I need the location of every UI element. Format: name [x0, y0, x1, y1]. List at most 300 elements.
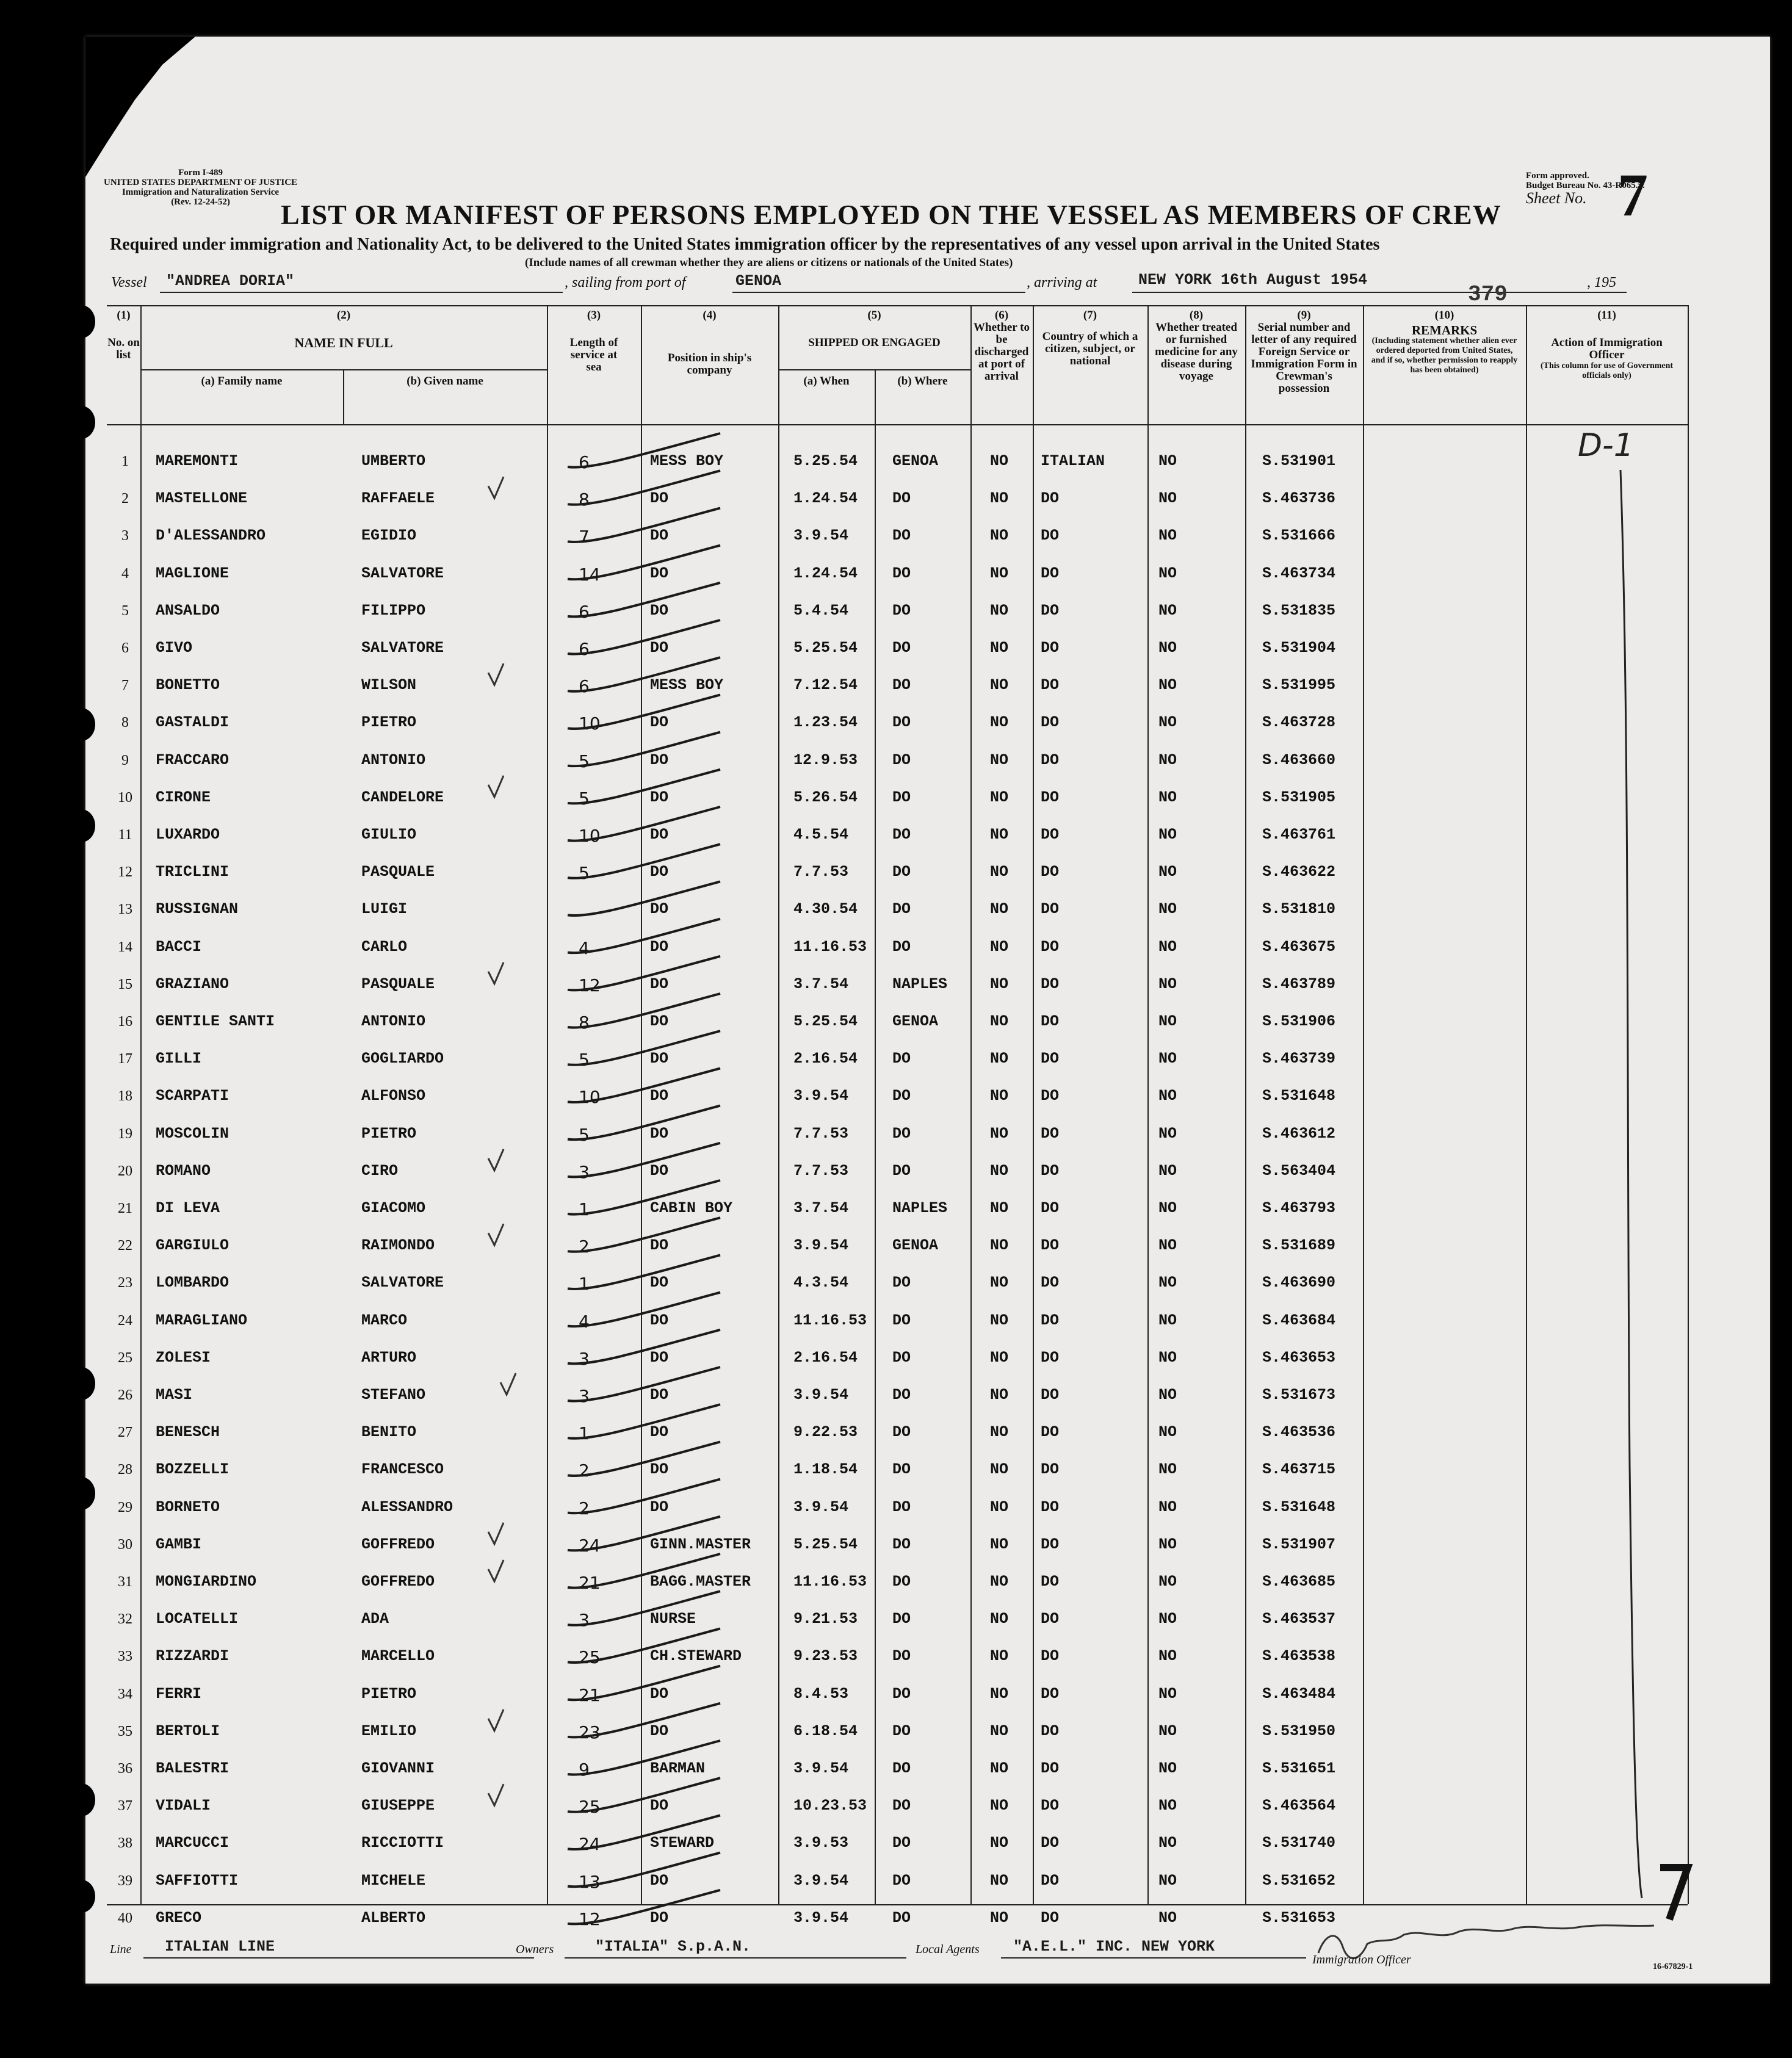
- checkmark-stroke: [568, 1031, 720, 1068]
- serial-number: S.531652: [1262, 1871, 1336, 1890]
- medical: NO: [1158, 1237, 1177, 1255]
- nationality: DO: [1041, 751, 1060, 769]
- shipped-when: 7.7.53: [793, 863, 849, 881]
- serial-number: S.531835: [1262, 601, 1336, 619]
- shipped-where: DO: [892, 1573, 911, 1590]
- row-number: 4: [121, 565, 129, 582]
- discharged: NO: [990, 639, 1009, 657]
- header-col10-label: REMARKS: [1411, 323, 1478, 338]
- checkmark-stroke: [568, 1143, 720, 1177]
- checkmark-stroke: [568, 433, 720, 468]
- checkmark-stroke: [568, 546, 720, 580]
- nationality: DO: [1041, 900, 1060, 919]
- checkmark-stroke: [568, 1741, 720, 1775]
- serial-number: S.563404: [1262, 1161, 1336, 1180]
- family-name: MAREMONTI: [156, 452, 239, 470]
- position: STEWARD: [650, 1834, 715, 1852]
- checkmark-stroke: [568, 1628, 720, 1663]
- medical: NO: [1158, 489, 1177, 508]
- shipped-when: 3.9.54: [793, 1237, 849, 1255]
- shipped-when: 5.26.54: [793, 788, 858, 806]
- row-number: 17: [118, 1051, 132, 1067]
- revision: (Rev. 12-24-52): [171, 197, 230, 207]
- large-seven-mark: [1660, 1868, 1688, 1919]
- nationality: DO: [1041, 975, 1060, 993]
- discharged: NO: [990, 937, 1009, 956]
- position: CH.STEWARD: [650, 1647, 742, 1666]
- length-of-service: 5: [579, 1124, 590, 1145]
- shipped-when: 3.9.54: [793, 1386, 849, 1404]
- family-name: BOZZELLI: [156, 1460, 229, 1479]
- medical: NO: [1158, 1871, 1177, 1890]
- shipped-when: 1.18.54: [793, 1460, 858, 1479]
- given-name: RICCIOTTI: [361, 1834, 444, 1852]
- family-name: GIVO: [156, 639, 193, 657]
- row-number: 38: [118, 1835, 132, 1852]
- position: MESS BOY: [650, 676, 724, 695]
- nationality: DO: [1041, 601, 1060, 619]
- checkmark-stroke: [568, 1218, 720, 1255]
- shipped-where: DO: [892, 1684, 911, 1703]
- family-name: BALESTRI: [156, 1760, 229, 1777]
- row-number: 16: [118, 1014, 132, 1030]
- family-name: MARCUCCI: [156, 1834, 229, 1852]
- agents-name: "A.E.L." INC. NEW YORK: [1013, 1938, 1215, 1955]
- medical: NO: [1158, 826, 1177, 843]
- checkmark-stroke: [568, 1367, 720, 1401]
- given-name: GOFFREDO: [361, 1573, 435, 1590]
- medical: NO: [1158, 1460, 1177, 1479]
- checkmark-stroke: [568, 583, 720, 617]
- serial-number: S.531906: [1262, 1013, 1336, 1030]
- header-where: (b) Where: [897, 375, 948, 388]
- medical: NO: [1158, 527, 1177, 545]
- nationality: DO: [1041, 489, 1060, 508]
- medical: NO: [1158, 1013, 1177, 1030]
- position: DO: [650, 713, 669, 732]
- position: DO: [650, 1124, 669, 1143]
- checkmark-stroke: [568, 1330, 720, 1364]
- medical: NO: [1158, 601, 1177, 619]
- length-of-service: 4: [579, 937, 590, 958]
- length-of-service: 12: [579, 1908, 601, 1929]
- medical: NO: [1158, 1124, 1177, 1143]
- discharged: NO: [990, 1013, 1009, 1030]
- serial-number: S.463484: [1262, 1684, 1336, 1703]
- checkmark-stroke: [568, 770, 720, 804]
- length-of-service: 5: [579, 788, 590, 809]
- shipped-when: 8.4.53: [793, 1684, 849, 1703]
- length-of-service: 6: [579, 639, 590, 659]
- row-number: 30: [118, 1536, 132, 1553]
- family-name: MARAGLIANO: [156, 1311, 248, 1329]
- header-col4-number: (4): [703, 309, 717, 322]
- form-number: Form I-489: [178, 168, 223, 178]
- family-name: BONETTO: [156, 676, 220, 695]
- serial-number: S.463761: [1262, 826, 1336, 843]
- tick-icon: [488, 1224, 504, 1245]
- checkmark-stroke: [568, 1666, 720, 1700]
- length-of-service: 1: [579, 1274, 590, 1294]
- shipped-when: 5.25.54: [793, 639, 858, 657]
- shipped-where: DO: [892, 1610, 911, 1628]
- sheet-label: Sheet No.: [1526, 189, 1587, 207]
- checkmark-stroke: [568, 695, 720, 732]
- length-of-service: 3: [579, 1161, 590, 1182]
- row-number: 34: [118, 1686, 132, 1702]
- given-name: GIACOMO: [361, 1199, 426, 1217]
- given-name: GOFFREDO: [361, 1535, 435, 1553]
- medical: NO: [1158, 751, 1177, 769]
- row-number: 3: [121, 528, 129, 544]
- nationality: DO: [1041, 1573, 1060, 1590]
- serial-number: S.463690: [1262, 1274, 1336, 1292]
- family-name: GARGIULO: [156, 1237, 229, 1255]
- header-col7-number: (7): [1083, 309, 1097, 322]
- shipped-where: GENOA: [892, 1013, 939, 1030]
- tick-icon: [488, 776, 504, 797]
- given-name: PIETRO: [361, 1684, 417, 1703]
- checkmark-stroke: [568, 657, 720, 691]
- nationality: DO: [1041, 676, 1060, 695]
- given-name: WILSON: [361, 676, 417, 695]
- department: UNITED STATES DEPARTMENT OF JUSTICE: [104, 178, 298, 187]
- print-code: 16-67829-1: [1653, 1962, 1693, 1971]
- serial-number: S.531905: [1262, 788, 1336, 806]
- shipped-where: DO: [892, 863, 911, 881]
- family-name: MONGIARDINO: [156, 1573, 257, 1590]
- header-col11-number: (11): [1597, 309, 1616, 322]
- nationality: DO: [1041, 1797, 1060, 1815]
- shipped-when: 5.4.54: [793, 601, 849, 619]
- shipped-where: DO: [892, 601, 911, 619]
- serial-number: S.463728: [1262, 713, 1336, 732]
- header-col10-note: (Including statement whether alien ever ordered deported from United States, and if so, whether permission to reapply has been obtained): [1371, 336, 1518, 375]
- discharged: NO: [990, 1124, 1009, 1143]
- length-of-service: 13: [579, 1871, 601, 1892]
- medical: NO: [1158, 937, 1177, 956]
- nationality: DO: [1041, 788, 1060, 806]
- medical: NO: [1158, 1050, 1177, 1068]
- discharged: NO: [990, 713, 1009, 732]
- position: MESS BOY: [650, 452, 724, 470]
- approved-label: Form approved.: [1526, 171, 1589, 181]
- family-name: D'ALESSANDRO: [156, 527, 266, 545]
- length-of-service: 6: [579, 601, 590, 622]
- shipped-when: 3.9.53: [793, 1834, 849, 1852]
- position: DO: [650, 1013, 669, 1030]
- family-name: MASI: [156, 1386, 193, 1404]
- checkmark-stroke: [568, 844, 720, 878]
- medical: NO: [1158, 1386, 1177, 1404]
- discharged: NO: [990, 1087, 1009, 1105]
- row-number: 31: [118, 1574, 132, 1590]
- length-of-service: 9: [579, 1760, 590, 1780]
- row-number: 1: [121, 453, 129, 469]
- header-col3-number: (3): [587, 309, 601, 322]
- tick-icon: [488, 962, 504, 984]
- checkmark-stroke: [568, 1106, 720, 1140]
- shipped-where: DO: [892, 564, 911, 582]
- checkmark-stroke: [568, 1404, 720, 1442]
- header-col1-label: No. on list: [107, 336, 140, 361]
- serial-number: S.531901: [1262, 452, 1336, 470]
- row-number: 36: [118, 1761, 132, 1777]
- nationality: DO: [1041, 1161, 1060, 1180]
- family-name: BERTOLI: [156, 1722, 220, 1740]
- nationality: DO: [1041, 1348, 1060, 1367]
- shipped-when: 10.23.53: [793, 1797, 867, 1815]
- row-number: 7: [121, 677, 129, 694]
- nationality: DO: [1041, 1274, 1060, 1292]
- position: DO: [650, 975, 669, 993]
- length-of-service: 24: [579, 1834, 601, 1855]
- checkmark-stroke: [568, 1554, 720, 1588]
- serial-number: S.463793: [1262, 1199, 1336, 1217]
- header-col1-number: (1): [117, 309, 131, 322]
- discharged: NO: [990, 1161, 1009, 1180]
- shipped-when: 3.9.54: [793, 1871, 849, 1890]
- family-name: ROMANO: [156, 1161, 211, 1180]
- family-name: SAFFIOTTI: [156, 1871, 239, 1890]
- shipped-when: 3.9.54: [793, 1498, 849, 1516]
- given-name: GIULIO: [361, 826, 417, 843]
- family-name: CIRONE: [156, 788, 211, 806]
- discharged: NO: [990, 975, 1009, 993]
- tick-icon: [488, 1523, 504, 1544]
- discharged: NO: [990, 1573, 1009, 1590]
- discharged: NO: [990, 788, 1009, 806]
- position: DO: [650, 1311, 669, 1329]
- shipped-when: 1.24.54: [793, 489, 858, 508]
- row-number: 33: [118, 1648, 132, 1665]
- length-of-service: 1: [579, 1199, 590, 1219]
- position: DO: [650, 1684, 669, 1703]
- tick-icon: [488, 663, 504, 685]
- medical: NO: [1158, 1274, 1177, 1292]
- shipped-where: DO: [892, 1050, 911, 1068]
- family-name: BACCI: [156, 937, 202, 956]
- shipped-where: DO: [892, 527, 911, 545]
- line-name: ITALIAN LINE: [165, 1938, 275, 1955]
- serial-number: S.463612: [1262, 1124, 1336, 1143]
- header-col8-label: Whether treated or furnished medicine for any disease during voyage: [1155, 321, 1238, 383]
- header-col2-number: (2): [336, 309, 351, 322]
- page-title: LIST OR MANIFEST OF PERSONS EMPLOYED ON THE VESSEL AS MEMBERS OF CREW: [281, 199, 1501, 230]
- serial-number: S.531950: [1262, 1722, 1336, 1740]
- discharged: NO: [990, 601, 1009, 619]
- shipped-when: 9.22.53: [793, 1423, 858, 1442]
- page-subtitle-note: (Include names of all crewman whether they are aliens or citizens or nationals of the United States): [525, 256, 1013, 269]
- family-name: GILLI: [156, 1050, 202, 1068]
- header-when: (a) When: [803, 375, 850, 388]
- discharged: NO: [990, 1684, 1009, 1703]
- nationality: DO: [1041, 1647, 1060, 1666]
- discharged: NO: [990, 564, 1009, 582]
- year-label: , 195: [1587, 275, 1616, 291]
- position: DO: [650, 1237, 669, 1255]
- serial-number: S.463538: [1262, 1647, 1336, 1666]
- checkmark-stroke: [568, 1180, 720, 1215]
- serial-number: S.463622: [1262, 863, 1336, 881]
- family-name: FERRI: [156, 1684, 202, 1703]
- row-number: 27: [118, 1424, 132, 1441]
- length-of-service: 5: [579, 863, 590, 884]
- length-of-service: 25: [579, 1797, 601, 1818]
- nationality: DO: [1041, 1199, 1060, 1217]
- serial-number: S.531648: [1262, 1087, 1336, 1105]
- length-of-service: 6: [579, 452, 590, 472]
- family-name: MAGLIONE: [156, 564, 229, 582]
- nationality: DO: [1041, 1760, 1060, 1777]
- medical: NO: [1158, 452, 1177, 470]
- owners-underline: [565, 1957, 906, 1959]
- header-col4-label: Position in ship's company: [667, 352, 752, 377]
- family-name: LUXARDO: [156, 826, 220, 843]
- length-of-service: 3: [579, 1610, 590, 1631]
- checkmark-stroke: [568, 1703, 720, 1738]
- discharged: NO: [990, 1386, 1009, 1404]
- checkmark-stroke: [568, 881, 720, 915]
- shipped-where: DO: [892, 1760, 911, 1777]
- row-number: 40: [118, 1910, 132, 1926]
- length-of-service: 6: [579, 676, 590, 697]
- discharged: NO: [990, 676, 1009, 695]
- checkmark-stroke: [568, 1517, 720, 1551]
- shipped-where: DO: [892, 1348, 911, 1367]
- serial-number: S.463685: [1262, 1573, 1336, 1590]
- position: DO: [650, 1050, 669, 1068]
- header-family-name: (a) Family name: [201, 375, 283, 388]
- given-name: EMILIO: [361, 1722, 417, 1740]
- checkmark-stroke: [568, 807, 720, 841]
- shipped-when: 11.16.53: [793, 1573, 867, 1590]
- shipped-when: 2.16.54: [793, 1050, 858, 1068]
- medical: NO: [1158, 975, 1177, 993]
- header-col8-number: (8): [1189, 309, 1204, 322]
- serial-number: S.463564: [1262, 1797, 1336, 1815]
- given-name: PIETRO: [361, 713, 417, 732]
- position: BARMAN: [650, 1760, 706, 1777]
- serial-number: S.463736: [1262, 489, 1336, 508]
- family-name: BENESCH: [156, 1423, 220, 1442]
- discharged: NO: [990, 1460, 1009, 1479]
- shipped-when: 11.16.53: [793, 937, 867, 956]
- shipped-where: DO: [892, 1386, 911, 1404]
- shipped-where: DO: [892, 713, 911, 732]
- shipped-where: DO: [892, 937, 911, 956]
- header-col5-number: (5): [867, 309, 881, 322]
- row-number: 37: [118, 1798, 132, 1814]
- shipped-when: 4.3.54: [793, 1274, 849, 1292]
- position: GINN.MASTER: [650, 1535, 751, 1553]
- sailing-label: , sailing from port of: [565, 275, 686, 291]
- shipped-where: NAPLES: [892, 975, 948, 993]
- nationality: DO: [1041, 826, 1060, 843]
- row-number: 13: [118, 901, 132, 918]
- length-of-service: 10: [579, 713, 601, 734]
- shipped-when: 5.25.54: [793, 1013, 858, 1030]
- family-name: RIZZARDI: [156, 1647, 229, 1666]
- nationality: DO: [1041, 1013, 1060, 1030]
- header-col3-label: Length of service at sea: [569, 336, 618, 374]
- given-name: BENITO: [361, 1423, 417, 1442]
- nationality: DO: [1041, 564, 1060, 582]
- discharged: NO: [990, 863, 1009, 881]
- shipped-when: 11.16.53: [793, 1311, 867, 1329]
- position: DO: [650, 1274, 669, 1292]
- tick-icon: [488, 1710, 504, 1731]
- given-name: ANTONIO: [361, 751, 426, 769]
- nationality: DO: [1041, 1871, 1060, 1890]
- position: DO: [650, 564, 669, 582]
- serial-number: S.531666: [1262, 527, 1336, 545]
- medical: NO: [1158, 1797, 1177, 1815]
- shipped-when: 7.12.54: [793, 676, 858, 695]
- family-name: GASTALDI: [156, 713, 229, 732]
- family-name: LOCATELLI: [156, 1610, 239, 1628]
- medical: NO: [1158, 1908, 1177, 1927]
- medical: NO: [1158, 1684, 1177, 1703]
- serial-number: S.531673: [1262, 1386, 1336, 1404]
- discharged: NO: [990, 1834, 1009, 1852]
- discharged: NO: [990, 900, 1009, 919]
- discharged: NO: [990, 452, 1009, 470]
- family-name: GENTILE SANTI: [156, 1013, 275, 1030]
- checkmark-stroke: [568, 1815, 720, 1849]
- position: DO: [650, 1797, 669, 1815]
- service: Immigration and Naturalization Service: [121, 187, 280, 197]
- page-subtitle: Required under immigration and Nationality Act, to be delivered to the United States immigration officer by the representatives of any vessel upon arrival in the United States: [110, 235, 1380, 254]
- shipped-where: DO: [892, 676, 911, 695]
- nationality: ITALIAN: [1041, 452, 1105, 470]
- nationality: DO: [1041, 1722, 1060, 1740]
- position: DO: [650, 751, 669, 769]
- row-number: 23: [118, 1275, 132, 1291]
- shipped-when: 5.25.54: [793, 1535, 858, 1553]
- checkmark-stroke: [568, 994, 720, 1028]
- checkmark-stroke: [568, 919, 720, 953]
- given-name: GOGLIARDO: [361, 1050, 444, 1068]
- given-name: FILIPPO: [361, 601, 426, 619]
- medical: NO: [1158, 788, 1177, 806]
- serial-number: S.463660: [1262, 751, 1336, 769]
- position: DO: [650, 601, 669, 619]
- header-col11-note: (This column for use of Government officials only): [1540, 361, 1674, 380]
- tick-icon: [500, 1373, 516, 1395]
- given-name: RAIMONDO: [361, 1237, 435, 1255]
- given-name: SALVATORE: [361, 639, 444, 657]
- given-name: UMBERTO: [361, 452, 426, 470]
- row-number: 15: [118, 976, 132, 992]
- nationality: DO: [1041, 1610, 1060, 1628]
- checkmark-stroke: [568, 1068, 720, 1102]
- row-number: 8: [121, 715, 129, 731]
- discharged: NO: [990, 489, 1009, 508]
- row-number: 14: [118, 939, 132, 955]
- family-name: VIDALI: [156, 1797, 211, 1815]
- given-name: MICHELE: [361, 1871, 426, 1890]
- shipped-where: DO: [892, 1908, 911, 1927]
- medical: NO: [1158, 1423, 1177, 1442]
- given-name: FRANCESCO: [361, 1460, 444, 1479]
- length-of-service: 14: [579, 564, 601, 585]
- family-name: RUSSIGNAN: [156, 900, 239, 919]
- given-name: ANTONIO: [361, 1013, 426, 1030]
- nationality: DO: [1041, 1834, 1060, 1852]
- family-name: MASTELLONE: [156, 489, 248, 508]
- header-col5-label: SHIPPED OR ENGAGED: [808, 336, 941, 349]
